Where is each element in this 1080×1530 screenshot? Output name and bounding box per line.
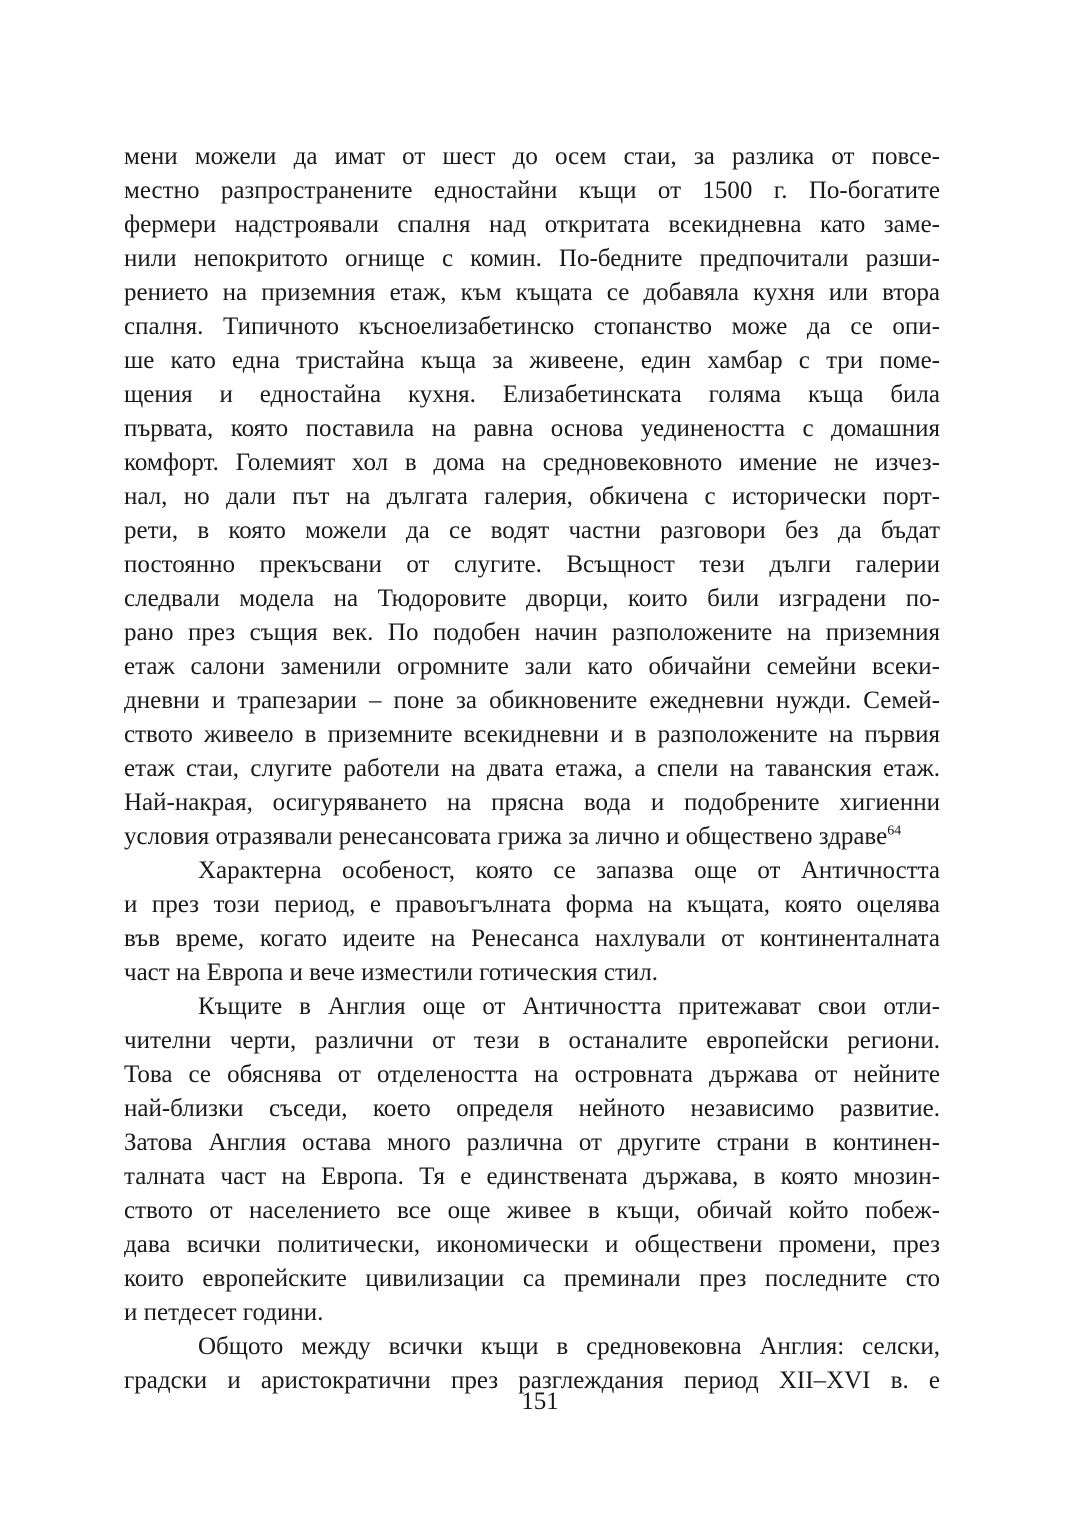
text-line: нал, но дали път на дългата галерия, обкичена с исторически порт- [124, 483, 940, 510]
body-text [124, 140, 940, 1398]
text-line: Къщите в Англия още от Античността притежават свои отли- [198, 993, 940, 1020]
text-line: рението на приземния етаж, към къщата се добавяла кухня или втора [124, 279, 940, 306]
text-line: и петдесет години. [124, 1299, 324, 1326]
text-line-content: условия отразявали ренесансовата грижа за лично и обществено здраве [124, 823, 888, 850]
text-line: ството от населението все още живее в къщи, обичай който побеж- [124, 1197, 940, 1224]
text-line: постоянно прекъсвани от слугите. Всъщност тези дълги галерии [124, 551, 940, 578]
page-number: 151 [521, 1388, 559, 1415]
text-line: местно разпространените едностайни къщи от 1500 г. По-богатите [124, 177, 940, 204]
paragraph [124, 140, 940, 854]
text-line: и през този период, е правоъгълната форма на къщата, която оцелява [124, 891, 940, 918]
text-line: щения и едностайна кухня. Елизабетинската голяма къща била [124, 381, 940, 408]
text-line: талната част на Европа. Тя е единствената държава, в която мнозин- [124, 1163, 940, 1190]
text-line: дава всички политически, икономически и обществени промени, през [124, 1231, 940, 1258]
text-line: ството живеело в приземните всекидневни и в разположените на първия [124, 721, 940, 748]
text-line: етаж салони заменили огромните зали като обичайни семейни всеки- [124, 653, 940, 680]
text-line: най-близки съседи, което определя нейното независимо развитие. [124, 1095, 940, 1122]
paragraph [124, 854, 940, 990]
text-line: нили непокритото огнище с комин. По-бедните предпочитали разши- [124, 245, 940, 272]
text-line: част на Европа и вече изместили готическия стил. [124, 959, 658, 986]
text-line: Затова Англия остава много различна от другите страни в континен- [124, 1129, 940, 1156]
text-line: етаж стаи, слугите работели на двата етажа, а спели на таванския етаж. [124, 755, 940, 782]
text-line: мени можели да имат от шест до осем стаи, за разлика от повсе- [124, 143, 940, 170]
text-line: Това се обяснява от отделеността на островната държава от нейните [124, 1061, 940, 1088]
text-line: във време, когато идеите на Ренесанса нахлували от континенталната [124, 925, 940, 952]
text-line: ше като една тристайна къща за живеене, един хамбар с три поме- [124, 347, 940, 374]
text-line: Най-накрая, осигуряването на прясна вода и подобрените хигиенни [124, 789, 940, 816]
text-line: комфорт. Големият хол в дома на средновековното имение не изчез- [124, 449, 940, 476]
text-line: следвали модела на Тюдоровите дворци, които били изградени по- [124, 585, 940, 612]
text-line: фермери надстроявали спалня над откритата всекидневна като заме- [124, 211, 940, 238]
text-line: рано през същия век. По подобен начин разположените на приземния [124, 619, 940, 646]
paragraph [124, 990, 940, 1330]
text-line: рети, в която можели да се водят частни разговори без да бъдат [124, 517, 940, 544]
text-line: дневни и трапезарии – поне за обикновените ежедневни нужди. Семей- [124, 687, 940, 714]
text-line: чителни черти, различни от тези в останалите европейски региони. [124, 1027, 940, 1054]
text-line: които европейските цивилизации са преминали през последните сто [124, 1265, 940, 1292]
text-line: градски и аристократични през разглеждания период XII–XVI в. е [124, 1367, 940, 1394]
footnote-marker[interactable]: 64 [887, 823, 902, 839]
text-line [124, 820, 940, 854]
text-line: Характерна особеност, която се запазва още от Античността [198, 857, 940, 884]
text-line: първата, която поставила на равна основа уединеността с домашния [124, 415, 940, 442]
text-line: Общото между всички къщи в средновековна Англия: селски, [198, 1333, 940, 1360]
text-line: спалня. Типичното къснoелизабетинско стопанство може да се опи- [124, 313, 940, 340]
